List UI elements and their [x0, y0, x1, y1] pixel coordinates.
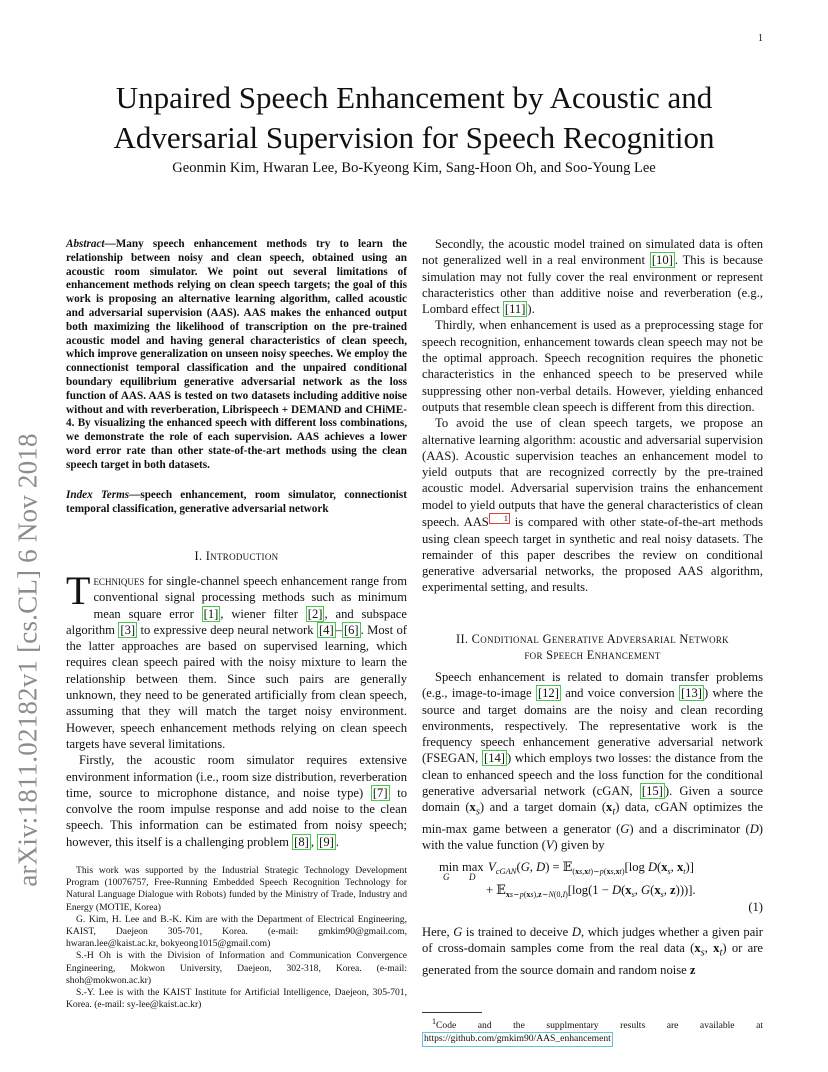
cgan-paragraph-1: Speech enhancement is related to domain transfer problems (e.g., image-to-image [12] and voice conversion [13] ) where the source and target domains are the noisy and clean recording environments, respectively. The representative work is the frequency speech enhancement generative adversarial network (FSEGAN, [14] ) which employs two losses: the distance from the clean to enhanced speech and the loss function for the conditional generative adversarial network (cGAN, [15] ). Given a source domain $(x_s)$ and a target domain $(x_t)$ data, cGAN optimizes the min-max game between a generator (G) and a discriminator (D) with the value function (V) given by [422, 670, 764, 853]
footnote-support: This work was supported by the Industrial Strategic Technology Development Program (10076757, Free-Running Embedded Speech Recognition Technology for Natural Language Dialogue with Robots) funded by the Ministry of Trade, Industry and Energy (MOTIE, Korea) [66, 865, 407, 913]
section-heading-cgan: II. Conditional Generative Adversarial Network for Speech Enhancement [456, 632, 729, 662]
introduction-body [66, 568, 407, 850]
citation-link[interactable]: [12] [537, 686, 559, 701]
index-terms-text: —speech enhancement, room simulator, connectionist temporal classification, generative adversarial network [66, 489, 407, 515]
right-paragraph-2: Thirdly, when enhancement is used as a preprocessing stage for speech recognition, enhancement towards clean speech may not be the optimal approach. Speech recognition requires the phonetic characteristics in the enhanced speech to be preserved while suppressing other non-verbal details. However, yielding enhanced outputs that resemble clean speech is different from this direction. [422, 318, 763, 414]
footnote-lee: S.-Y. Lee is with the KAIST Institute for Artificial Intelligence, Daejeon, 305-701, Korea. (e-mail: sy-lee@kaist.ac.kr) [66, 987, 407, 1011]
footnote-rule [422, 1012, 482, 1013]
citation-link[interactable]: [2] [307, 606, 323, 621]
equation-formula [422, 856, 763, 916]
cgan-section-body [422, 669, 763, 854]
cgan-paragraph-2-block [422, 924, 763, 978]
svg-text:min: min [439, 860, 459, 874]
title-line-1: Unpaired Speech Enhancement by Acoustic and [115, 80, 713, 115]
citation-link[interactable]: [4] [318, 622, 334, 637]
right-column-intro [422, 236, 763, 596]
footnote-oh: S.-H Oh is with the Division of Information and Communication Convergence Engineering, Mokwon University, Daejeon, 302-318, Korea. (e-mail: shoh@mokwon.ac.kr) [66, 950, 407, 986]
citation-link[interactable]: [13] [680, 686, 702, 701]
svg-text:D: D [469, 872, 476, 882]
citation-link[interactable]: [10] [651, 253, 673, 268]
citation-link[interactable]: [3] [120, 622, 136, 637]
svg-text:G: G [443, 872, 450, 882]
citation-link[interactable]: [8] [294, 834, 309, 849]
footnote-mark: 1 [432, 1017, 436, 1026]
code-repository-link[interactable]: https://github.com/gmkim90/AAS_enhancement [422, 1032, 613, 1046]
citation-link[interactable]: [15] [641, 784, 663, 799]
abstract [66, 238, 407, 473]
svg-text:max: max [462, 860, 484, 874]
footnote-kim: G. Kim, H. Lee and B.-K. Kim are with the Department of Electrical Engineering, KAIST, Daejeon 305-701, Korea. (e-mail: gmkim90@gmail.com, hwaran.lee@kaist.ac.kr, bokyeong1015@gmail.com) [66, 913, 407, 950]
abstract-text: —Many speech enhancement methods try to learn the relationship between noisy and clean speech, obtained using an acoustic room simulator. We point out several limitations of enhancement methods relying on clean speech targets; the goal of this work is proposing an alternative learning algorithm, called acoustic and adversarial supervision (AAS). AAS makes the enhanced output both maximizing the likelihood of transcription on the pre-trained acoustic model and having general characteristics of clean speech, which improve generalization on unseen noisy speeches. We employ the connectionist temporal classification and the unpaired conditional boundary equilibrium generative adversarial network as the loss function of AAS. AAS is tested on two datasets including additive noise without and with reverberation, Librispeech + DEMAND and CHiME-4. By visualizing the enhanced speech with different loss combinations, we demonstrate the role of each supervision. AAS achieves a lower word error rate than other state-of-the-art methods using the clean speech target in both datasets. [66, 238, 407, 471]
cgan-paragraph-2: Here, G is trained to deceive D, which judges whether a given pair of cross-domain samples come from the real data ($x_s$, $x_t$) or are generated from the source domain and random noise z [422, 925, 763, 978]
paper-title [40, 78, 788, 158]
author-list: Geonmin Kim, Hwaran Lee, Bo-Kyeong Kim, Sang-Hoon Oh, and Soo-Young Lee [172, 160, 656, 176]
footnote-marker-link[interactable]: 1 [489, 513, 510, 524]
svg-text:+ 𝔼xs∼p(xs),z∼N(0,I)[log(1 −: + 𝔼$_{xs\sim p(xs),z\sim N(0,I)}$[log(1 − $D(x_s$, $G(x_s$, z)))]. [486, 882, 696, 899]
citation-link[interactable]: [9] [319, 834, 334, 849]
equation-1 [422, 856, 763, 916]
citation-link[interactable]: [11] [504, 302, 526, 317]
citation-link[interactable]: [14] [484, 751, 505, 766]
right-paragraph-1: Secondly, the acoustic model trained on simulated data is often not generalized well in a real environment [10] . This is because simulation may not fully cover the real environment or represent characteristics other than additive noise and reverberation (e.g., Lombard effect [11] ). [422, 237, 763, 317]
section-heading-introduction: I. Introduction [194, 549, 279, 563]
citation-link[interactable]: [1] [203, 606, 219, 621]
title-line-2: Adversarial Supervision for Speech Recognition [113, 120, 715, 155]
citation-link[interactable]: [7] [372, 785, 388, 800]
index-terms [66, 489, 407, 517]
abstract-lead: Abstract [66, 238, 105, 250]
citation-link[interactable]: [6] [343, 622, 359, 637]
equation-number: (1) [748, 900, 763, 914]
arxiv-stamp[interactable]: arXiv:1811.02182v1 [cs.CL] 6 Nov 2018 [12, 433, 43, 887]
page-number: 1 [758, 33, 763, 44]
svg-text:VcGAN(G, D) = 𝔼(xs,xt)∼p(xs,x: $V_{cGAN}(G$, D) = 𝔼$_{(xs,xt)\sim p(xs,xt)}$[log $D(x_s$, $x_t$)] [488, 859, 694, 876]
author-footnotes [66, 865, 407, 1011]
footnote-text: Code and the supplmentary results are available at [436, 1020, 763, 1032]
index-terms-lead: Index Terms [66, 489, 130, 501]
code-footnote [422, 1016, 763, 1047]
right-paragraph-3: To avoid the use of clean speech targets, we propose an alternative learning algorithm: acoustic and adversarial supervision (AAS). Acoustic supervision teaches an enhancement model to yield outputs that are recognized correctly by the pre-trained acoustic model. Adversarial supervision trains the enhancement model to yield outputs that have the general characteristics of clean speech. AAS 1 is compared with other state-of-the-art methods using clean speech target in synthetic and real noisy datasets. The remainder of this paper describes the review on conditional generative adversarial networks, the proposed AAS algorithm, experimental setting, and results. [422, 416, 763, 595]
intro-paragraph-1: Techniques for single-channel speech enhancement range from conventional signal processing methods such as minimum mean square error [1] , wiener filter [2] , and subspace algorithm [3] to expressive deep neural network [4] – [6] . Most of the latter approaches are based on supervised learning, which requires clean speech paired with the noisy mixture to learn the relationship between them. Since such pairs are generally unknown, they need to be generated artificially from clean speech, assuming that they will match the target noisy environment. However, speech enhancement methods relying on clean speech targets have several limitations. [66, 568, 407, 751]
intro-paragraph-2: Firstly, the acoustic room simulator requires extensive environment information (i.e., room size distribution, reverberation time, source to microphone distance, and noise type) [7] to convolve the room impulse response and add noise to the clean speech. This information can be estimated from noisy speech; however, this itself is a challenging problem [8] , [9] . [66, 753, 407, 849]
intro-first-word: echniques [93, 574, 145, 588]
dropcap: T [66, 568, 91, 613]
